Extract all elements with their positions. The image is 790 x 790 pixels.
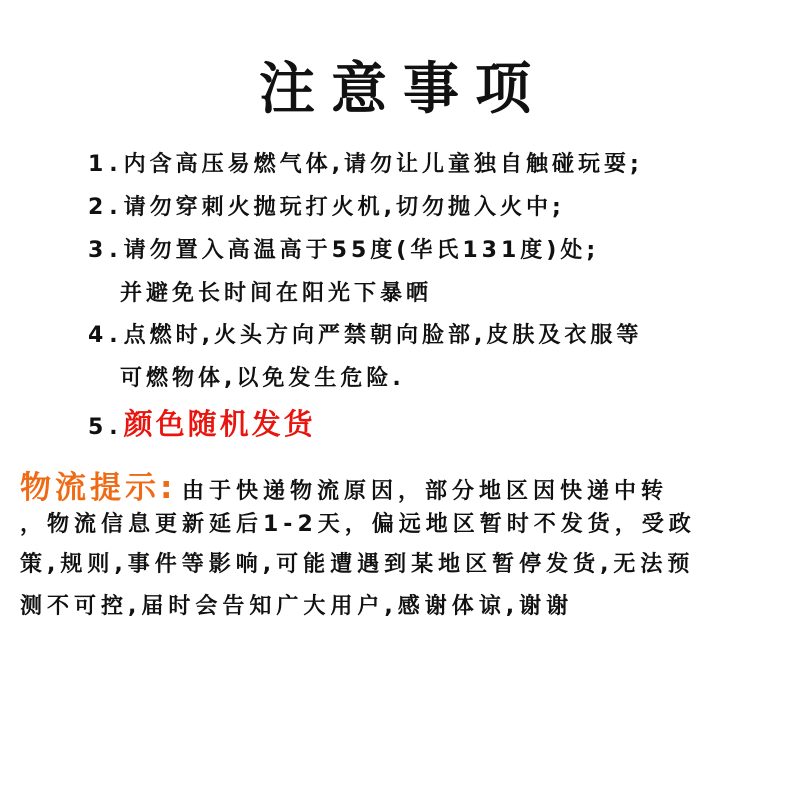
note-1 bbox=[88, 150, 643, 180]
note-3-number: 3. bbox=[88, 238, 124, 263]
note-4 bbox=[88, 321, 642, 351]
note-2 bbox=[88, 193, 565, 223]
note-5-highlight-text: 颜色随机发货 bbox=[123, 407, 316, 441]
note-4-continuation: 可燃物体,以免发生危险. bbox=[120, 366, 405, 391]
note-3 bbox=[88, 236, 599, 266]
note-3-text: 请勿置入高温高于55度(华氏131度)处; bbox=[123, 238, 600, 263]
logistics-line-4: 测不可控,届时会告知广大用户,感谢体谅,谢谢 bbox=[20, 594, 574, 619]
logistics-notice bbox=[20, 470, 668, 506]
note-1-number: 1. bbox=[88, 152, 124, 177]
note-5-number: 5. bbox=[88, 415, 124, 440]
page-title: 注意事项 bbox=[259, 57, 547, 122]
note-2-number: 2. bbox=[88, 195, 124, 220]
logistics-label: 物流提示: bbox=[20, 470, 177, 506]
note-3-continuation: 并避免长时间在阳光下暴晒 bbox=[120, 281, 433, 306]
logistics-line-2: ，物流信息更新延后1-2天，偏远地区暂时不发货，受政 bbox=[20, 512, 696, 537]
note-5 bbox=[88, 409, 316, 443]
note-1-text: 内含高压易燃气体,请勿让儿童独自触碰玩耍; bbox=[123, 152, 643, 177]
note-4-number: 4. bbox=[88, 323, 124, 348]
logistics-line-1: 由于快递物流原因，部分地区因快递中转 bbox=[181, 479, 668, 504]
note-4-text: 点燃时,火头方向严禁朝向脸部,皮肤及衣服等 bbox=[123, 323, 643, 348]
logistics-line-3: 策,规则,事件等影响,可能遭遇到某地区暂停发货,无法预 bbox=[20, 552, 695, 577]
note-2-text: 请勿穿刺火抛玩打火机,切勿抛入火中; bbox=[123, 195, 565, 220]
